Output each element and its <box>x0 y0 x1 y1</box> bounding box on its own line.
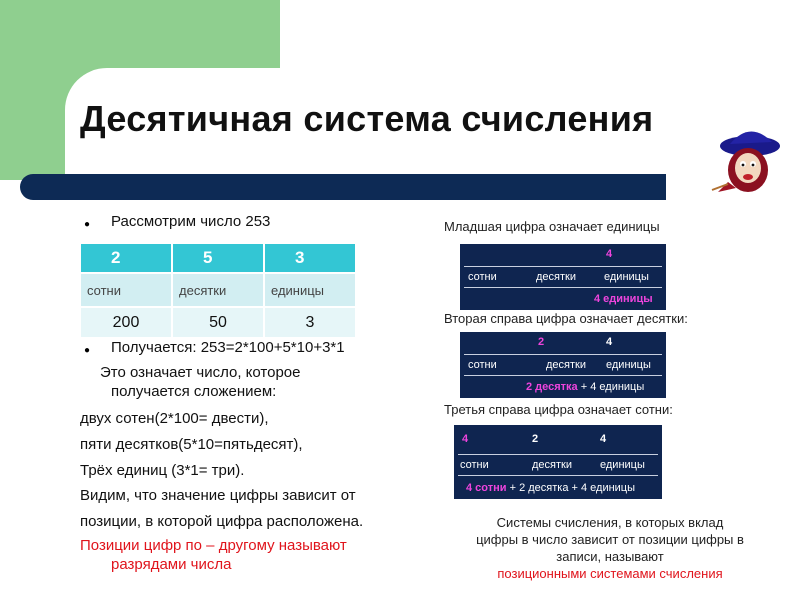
definition-line-3: записи, называют <box>556 549 664 564</box>
digit-tens: 2 <box>532 433 539 445</box>
place-label-ones: единицы <box>600 459 645 471</box>
place-label-tens: десятки <box>546 359 586 371</box>
cartoon-character-image <box>706 126 788 200</box>
result-tens: 2 десятка <box>526 381 578 393</box>
table-row-places <box>80 273 356 307</box>
definition-line-2: цифры в число зависит от позиции цифры в <box>476 532 744 547</box>
place-label-ones: единицы <box>606 359 651 371</box>
table-cell: десятки <box>172 273 264 307</box>
table-cell: сотни <box>80 273 172 307</box>
explain-line-2: получается сложением: <box>111 383 277 400</box>
table-row-values <box>80 307 356 338</box>
definition-line-1: Системы счисления, в которых вклад <box>496 515 724 530</box>
table-cell: 2 <box>80 243 172 273</box>
digit-ones: 4 <box>600 433 607 445</box>
digit-ones: 4 <box>606 248 613 260</box>
conclusion-line-2: позиции, в которой цифра расположена. <box>80 513 364 530</box>
divider-line <box>464 375 662 376</box>
bullet-dot: ● <box>84 345 91 356</box>
caption-hundreds: Третья справа цифра означает сотни: <box>444 402 673 417</box>
table-row-digits <box>80 243 356 273</box>
digit-tens: 2 <box>538 336 545 348</box>
place-value-table <box>80 243 356 338</box>
table-cell: единицы <box>264 273 356 307</box>
digit-hundreds: 4 <box>462 433 469 445</box>
table-cell: 3 <box>264 307 356 338</box>
hundreds-line: двух сотен(2*100= двести), <box>80 410 269 427</box>
divider-line <box>464 287 662 288</box>
definition-term: позиционными системами счисления <box>497 566 723 581</box>
conclusion-line-1: Видим, что значение цифры зависит от <box>80 487 356 504</box>
red-note-line-2: разрядами числа <box>111 556 232 573</box>
place-box-tens <box>460 332 666 398</box>
divider-line <box>464 354 662 355</box>
bullet-text-2: Получается: 253=2*100+5*10+3*1 <box>111 339 345 356</box>
result-text: 4 единицы <box>594 293 653 305</box>
result-text <box>466 482 635 494</box>
slide-title: Десятичная система счисления <box>80 98 654 139</box>
place-label-hundreds: сотни <box>460 459 489 471</box>
place-label-hundreds: сотни <box>468 359 497 371</box>
caption-units: Младшая цифра означает единицы <box>444 219 660 234</box>
red-note-line-1: Позиции цифр по – другому называют <box>80 537 347 554</box>
ones-line: Трёх единиц (3*1= три). <box>80 462 245 479</box>
explain-line-1: Это означает число, которое <box>100 364 301 381</box>
result-text <box>526 381 644 393</box>
table-cell: 50 <box>172 307 264 338</box>
place-box-hundreds <box>454 425 662 499</box>
result-ones: + 4 единицы <box>577 381 645 393</box>
result-hundreds: 4 сотни <box>466 482 507 494</box>
divider-line <box>464 266 662 267</box>
place-label-hundreds: сотни <box>468 271 497 283</box>
place-label-ones: единицы <box>604 271 649 283</box>
table-cell: 3 <box>264 243 356 273</box>
bullet-dot: ● <box>84 219 91 230</box>
digit-ones: 4 <box>606 336 613 348</box>
bullet-text-1: Рассмотрим число 253 <box>111 213 271 230</box>
table-cell: 200 <box>80 307 172 338</box>
title-underline-bar <box>20 174 666 200</box>
place-box-units <box>460 244 666 310</box>
place-label-tens: десятки <box>536 271 576 283</box>
table-cell: 5 <box>172 243 264 273</box>
caption-tens: Вторая справа цифра означает десятки: <box>444 311 688 326</box>
positional-systems-definition <box>440 514 780 582</box>
tens-line: пяти десятков(5*10=пятьдесят), <box>80 436 303 453</box>
divider-line <box>458 454 658 455</box>
divider-line <box>458 475 658 476</box>
place-label-tens: десятки <box>532 459 572 471</box>
result-rest: + 2 десятка + 4 единицы <box>506 482 636 494</box>
